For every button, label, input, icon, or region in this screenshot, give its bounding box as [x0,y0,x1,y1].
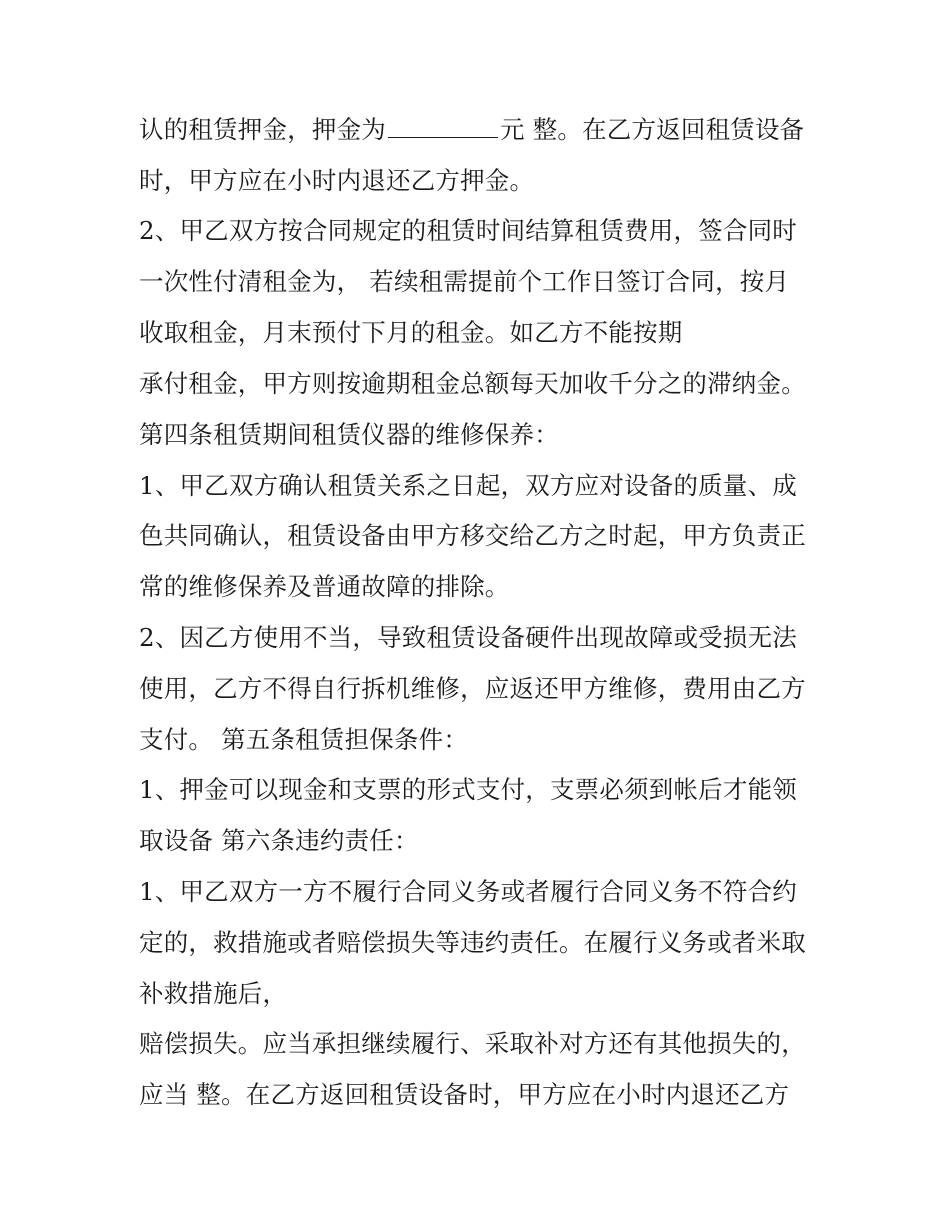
text-line: 收取租金，月末预付下月的租金。如乙方不能按期 [139,318,683,347]
text-line: 时，甲方应在小时内退还乙方押金。 [139,166,535,195]
text-line: 1、甲乙双方确认租赁关系之日起，双方应对设备的质量、成 [139,471,797,500]
text-line: 赔偿损失。应当承担继续履行、采取补对方还有其他损失的， [139,1029,806,1058]
text-line: 1、押金可以现金和支票的形式支付，支票必须到帐后才能领 [139,775,797,804]
text-line: 承付租金，甲方则按逾期租金总额每天加收千分之的滞纳金。 [139,369,806,398]
text-line [139,115,804,145]
text-line: 2、甲乙双方按合同规定的租赁时间结算租赁费用，签合同时 [139,216,797,245]
text-line: 2、因乙方使用不当，导致租赁设备硬件出现故障或受损无法 [139,623,797,652]
text-segment: 认的租赁押金，押金为 [139,115,386,144]
text-line: 应当 整。在乙方返回租赁设备时，甲方应在小时内退还乙方 [139,1080,790,1109]
text-line: 使用，乙方不得自行拆机维修，应返还甲方维修，费用由乙方 [139,674,806,703]
text-line: 常的维修保养及普通故障的排除。 [139,572,510,601]
text-line: 支付。 第五条租赁担保条件： [139,725,469,754]
text-line: 定的，救措施或者赔偿损失等违约责任。在履行义务或者米取 [139,928,806,957]
text-line: 色共同确认，租赁设备由甲方移交给乙方之时起，甲方负责正 [139,521,806,550]
section-heading: 第四条租赁期间租赁仪器的维修保养： [139,420,559,449]
deposit-amount-blank [388,115,498,138]
text-line: 一次性付清租金为， 若续租需提前个工作日签订合同，按月 [139,267,790,296]
text-line: 1、甲乙双方一方不履行合同义务或者履行合同义务不符合约 [139,877,797,906]
text-line: 补救措施后， [139,979,288,1008]
text-line: 取设备 第六条违约责任： [139,826,419,855]
text-segment: 元 整。在乙方返回租赁设备 [500,115,805,144]
